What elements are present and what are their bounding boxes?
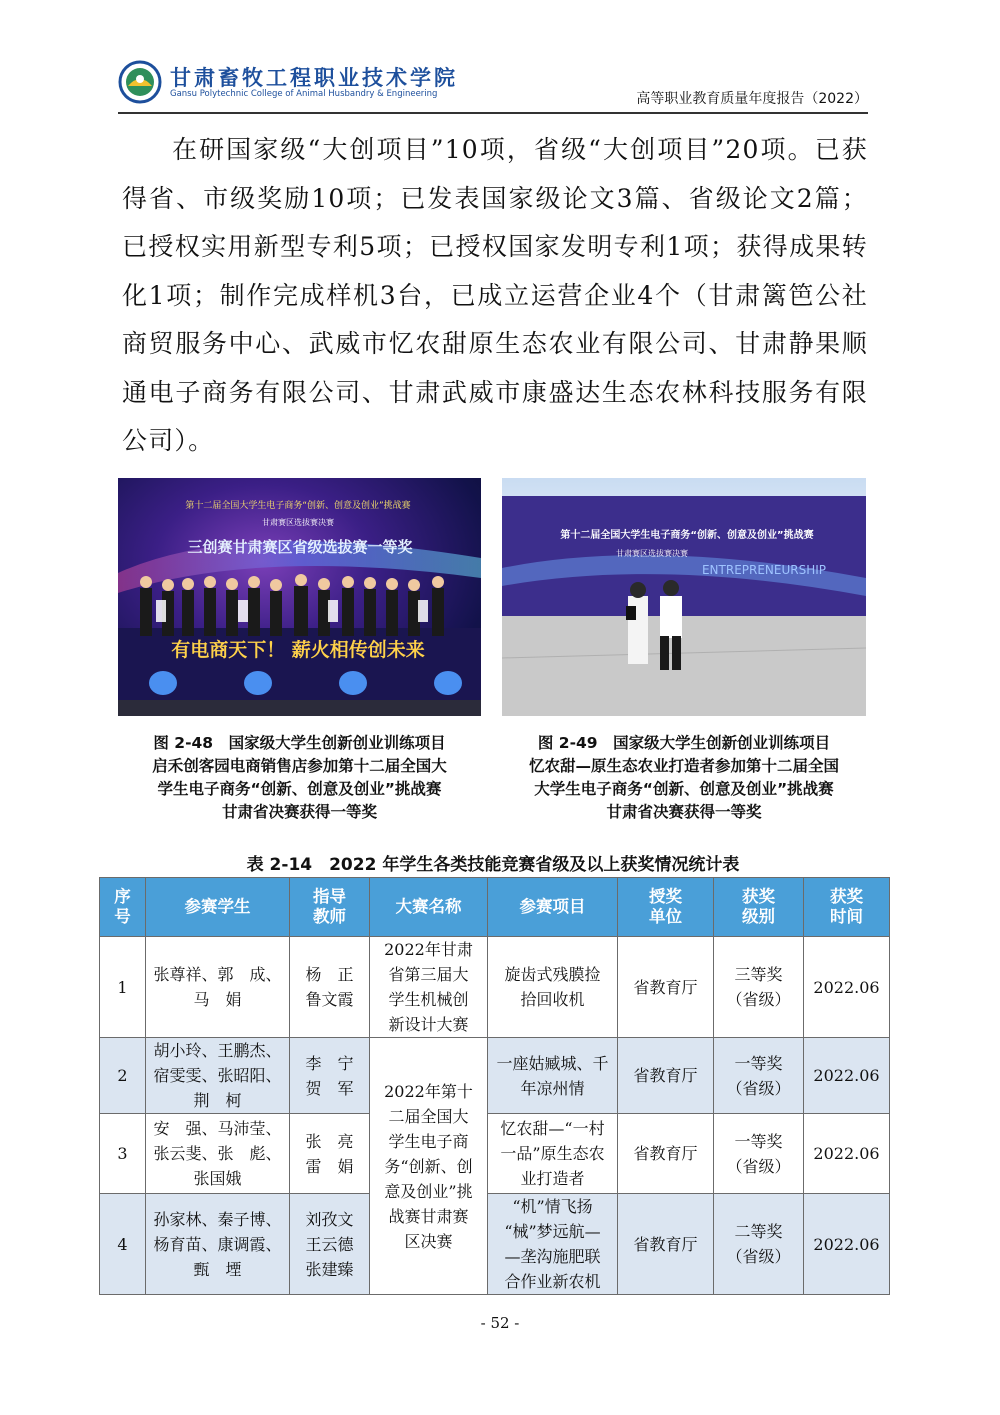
- cell-project: 一座姑臧城、千 年凉州情: [488, 1038, 618, 1114]
- table-row: [100, 1194, 890, 1295]
- photo-outdoor-banner: [502, 478, 866, 716]
- cell-level: 三等奖 （省级）: [714, 937, 804, 1038]
- header-level: 获奖级别: [714, 878, 804, 937]
- caption-line: 学生电子商务“创新、创意及创业”挑战赛: [157, 780, 442, 798]
- photo-caption-1: [118, 732, 481, 824]
- photo1-banner-top: 第十二届全国大学生电子商务“创新、创意及创业”挑战赛: [185, 501, 411, 511]
- table-header-row: [100, 878, 890, 937]
- cell-no: 1: [100, 937, 146, 1038]
- cell-unit: 省教育厅: [618, 1038, 714, 1114]
- header-divider: [118, 112, 868, 114]
- cell-date: 2022.06: [804, 937, 890, 1038]
- caption-line: 大学生电子商务“创新、创意及创业”挑战赛: [534, 780, 834, 798]
- table-row: [100, 1114, 890, 1194]
- photo1-stage-text: 有电商天下！ 薪火相传创未来: [171, 639, 425, 661]
- cell-unit: 省教育厅: [618, 1194, 714, 1295]
- cell-unit: 省教育厅: [618, 1114, 714, 1194]
- cell-project: 旋齿式残膜捡 拾回收机: [488, 937, 618, 1038]
- photo2-banner-side: ENTREPRENEURSHIP: [701, 563, 827, 577]
- cell-students: 胡小玲、王鹏杰、 宿雯雯、张昭阳、 荆 柯: [146, 1038, 290, 1114]
- cell-project: “机”情飞扬 “械”梦远航— —垄沟施肥联 合作业新农机: [488, 1194, 618, 1295]
- photo1-banner-sub: 甘肃赛区选拔赛决赛: [262, 518, 334, 527]
- cell-contest-merged: 2022年第十 二届全国大 学生电子商 务“创新、创 意及创业”挑 战赛甘肃赛 区决赛: [370, 1038, 488, 1295]
- photo-award-ceremony-stage: [118, 478, 481, 716]
- cell-project: 忆农甜—“一村 一品”原生态农 业打造者: [488, 1114, 618, 1194]
- cell-students: 张尊祥、郭 成、 马 娟: [146, 937, 290, 1038]
- cell-teachers: 李 宁 贺 军: [290, 1038, 370, 1114]
- cell-no: 2: [100, 1038, 146, 1114]
- caption-line: 图 2-49 国家级大学生创新创业训练项目: [537, 734, 831, 752]
- caption-line: 启禾创客园电商销售店参加第十二届全国大: [152, 757, 447, 775]
- cell-contest: 2022年甘肃 省第三届大 学生机械创 新设计大赛: [370, 937, 488, 1038]
- cell-teachers: 张 亮 雷 娟: [290, 1114, 370, 1194]
- school-name-cn: 甘肃畜牧工程职业技术学院: [170, 65, 458, 90]
- report-title: 高等职业教育质量年度报告（2022）: [636, 91, 868, 107]
- header-unit: 授奖单位: [618, 878, 714, 937]
- body-paragraph: 在研国家级“大创项目”10项，省级“大创项目”20项。已获得省、市级奖励10项；已发表国家级论文3篇、省级论文2篇；已授权实用新型专利5项；已授权国家发明专利1项；获得成果转化1项；制作完成样机3台，已成立运营企业4个（甘肃篱笆公社商贸服务中心、武威市忆农甜原生态农业有限公司、甘肃静果顺通电子商务有限公司、甘肃武威市康盛达生态农林科技服务有限公司）。: [122, 135, 868, 455]
- awards-table: [99, 877, 890, 1295]
- cell-students: 安 强、马沛莹、 张云斐、张 彪、 张国娥: [146, 1114, 290, 1194]
- caption-line: 图 2-48 国家级大学生创新创业训练项目: [153, 734, 446, 752]
- header-teachers: 指导教师: [290, 878, 370, 937]
- cell-students: 孙家林、秦子博、 杨育苗、康调霞、 甄 堙: [146, 1194, 290, 1295]
- cell-date: 2022.06: [804, 1114, 890, 1194]
- photo-caption-2: [502, 732, 866, 824]
- table-row: [100, 937, 890, 1038]
- cell-no: 4: [100, 1194, 146, 1295]
- cell-no: 3: [100, 1114, 146, 1194]
- header-date: 获奖时间: [804, 878, 890, 937]
- photo2-banner-top: 第十二届全国大学生电子商务“创新、创意及创业”挑战赛: [560, 530, 814, 541]
- page-number: - 52 -: [480, 1314, 520, 1332]
- header-students: 参赛学生: [146, 878, 290, 937]
- photo2-banner-sub: 甘肃赛区选拔赛决赛: [616, 549, 688, 558]
- page-header: [118, 58, 868, 108]
- table-row: [100, 1038, 890, 1114]
- caption-line: 忆农甜—原生态农业打造者参加第十二届全国: [528, 757, 839, 775]
- school-name-en: Gansu Polytechnic College of Animal Husbandry & Engineering: [170, 89, 438, 99]
- header-project: 参赛项目: [488, 878, 618, 937]
- photo1-banner-main: 三创赛甘肃赛区省级选拔赛一等奖: [187, 538, 413, 556]
- cell-teachers: 杨 正 鲁文霞: [290, 937, 370, 1038]
- cell-level: 一等奖 （省级）: [714, 1038, 804, 1114]
- caption-line: 甘肃省决赛获得一等奖: [221, 803, 377, 821]
- cell-date: 2022.06: [804, 1194, 890, 1295]
- table-title: 表 2-14 2022 年学生各类技能竞赛省级及以上获奖情况统计表: [246, 855, 740, 875]
- school-logo-icon: [118, 60, 162, 104]
- header-contest: 大赛名称: [370, 878, 488, 937]
- cell-level: 一等奖 （省级）: [714, 1114, 804, 1194]
- cell-date: 2022.06: [804, 1038, 890, 1114]
- caption-line: 甘肃省决赛获得一等奖: [606, 803, 762, 821]
- header-no: 序号: [100, 878, 146, 937]
- cell-level: 二等奖 （省级）: [714, 1194, 804, 1295]
- cell-teachers: 刘孜文 王云德 张建臻: [290, 1194, 370, 1295]
- cell-unit: 省教育厅: [618, 937, 714, 1038]
